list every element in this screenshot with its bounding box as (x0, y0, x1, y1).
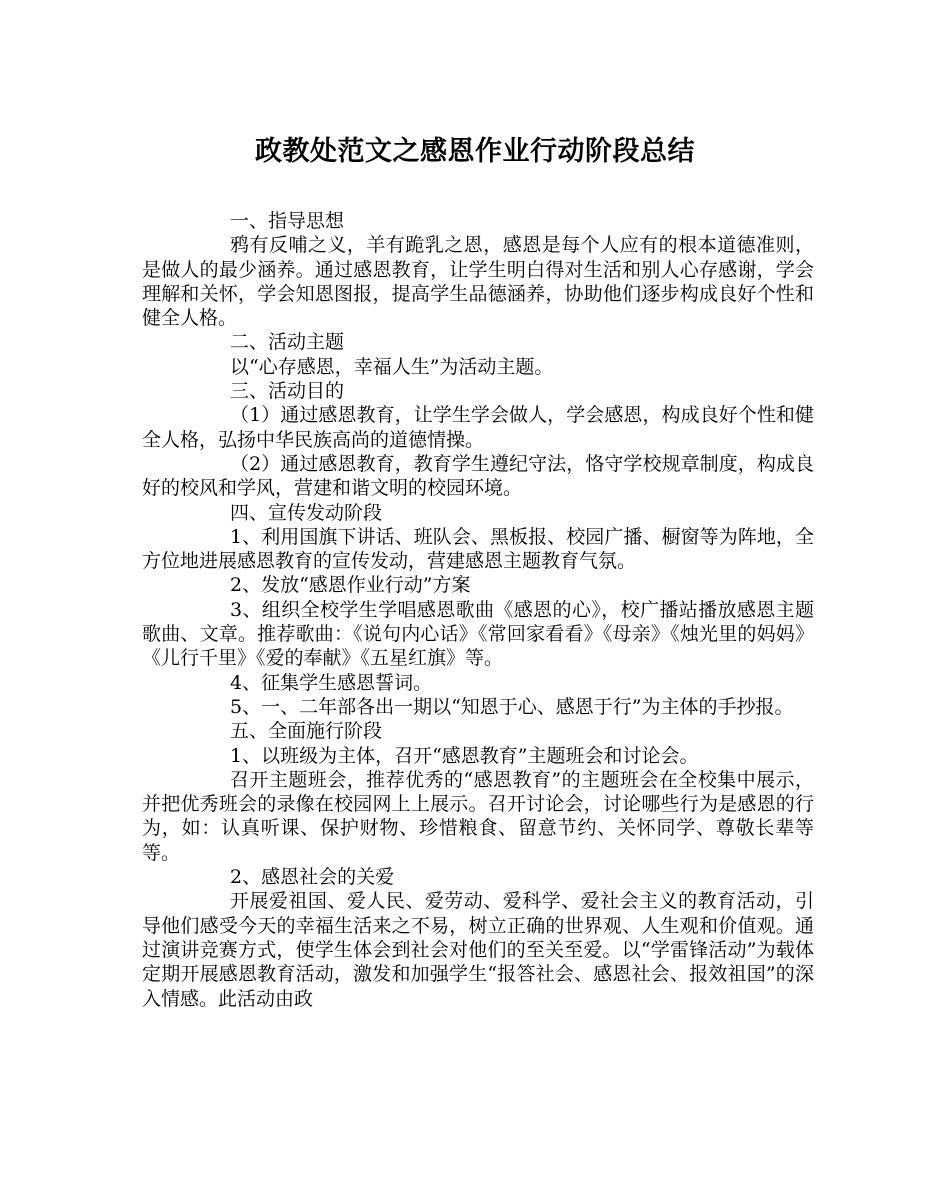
paragraph-purpose-1: （1）通过感恩教育，让学生学会做人，学会感恩，构成良好个性和健全人格，弘扬中华民族高尚的道德情操。 (142, 404, 814, 451)
heading-publicity-stage: 四、宣传发动阶段 (230, 501, 383, 524)
paragraph-implementation-1-detail: 召开主题班会，推荐优秀的“感恩教育”的主题班会在全校集中展示，并把优秀班会的录像在校园网上上展示。召开讨论会，讨论哪些行为是感恩的行为，如：认真听课、保护财物、珍惜粮食、留意节约、关怀同学、尊敬长辈等等。 (142, 768, 814, 864)
paragraph-publicity-5: 5、一、二年部各出一期以“知恩于心、感恩于行”为主体的手抄报。 (230, 695, 794, 718)
heading-activity-purpose: 三、活动目的 (230, 380, 345, 403)
heading-implementation-stage: 五、全面施行阶段 (230, 720, 383, 743)
paragraph-publicity-1: 1、利用国旗下讲话、班队会、黑板报、校园广播、橱窗等为阵地，全方位地进展感恩教育的宣传发动，营建感恩主题教育气氛。 (142, 525, 814, 573)
paragraph-implementation-2: 2、感恩社会的关爱 (230, 866, 395, 889)
paragraph-implementation-2-detail: 开展爱祖国、爱人民、爱劳动、爱科学、爱社会主义的教育活动，引导他们感受今天的幸福生活来之不易，树立正确的世界观、人生观和价值观。通过演讲竞赛方式，使学生体会到社会对他们的至关至爱。以“学雷锋活动”为载体定期开展感恩教育活动，激发和加强学生“报答社会、感恩社会、报效祖国”的深入情感。此活动由政 (142, 890, 814, 1010)
paragraph-purpose-2: （2）通过感恩教育，教育学生遵纪守法，恪守学校规章制度，构成良好的校风和学风，营建和谐文明的校园环境。 (142, 452, 814, 500)
document-body (142, 209, 814, 1011)
heading-activity-theme: 二、活动主题 (230, 331, 345, 354)
paragraph-implementation-1: 1、以班级为主体，召开“感恩教育”主题班会和讨论会。 (230, 744, 699, 767)
document-title: 政教处范文之感恩作业行动阶段总结 (255, 136, 695, 167)
paragraph-guiding-ideology: 鸦有反哺之义，羊有跪乳之恩，感恩是每个人应有的根本道德准则，是做人的最少涵养。通过感恩教育，让学生明白得对生活和别人心存感谢，学会理解和关怀，学会知恩图报，提高学生品德涵养，协助他们逐步构成良好个性和健全人格。 (142, 234, 814, 330)
paragraph-publicity-2: 2、发放“感恩作业行动”方案 (230, 574, 471, 597)
paragraph-publicity-4: 4、征集学生感恩誓词。 (230, 671, 433, 694)
heading-guiding-ideology: 一、指导思想 (230, 210, 345, 232)
paragraph-activity-theme: 以“心存感恩，幸福人生”为活动主题。 (230, 355, 554, 378)
paragraph-publicity-3: 3、组织全校学生学唱感恩歌曲《感恩的心》，校广播站播放感恩主题歌曲、文章。推荐歌曲：《说句内心话》《常回家看看》《母亲》《烛光里的妈妈》《儿行千里》《爱的奉献》《五星红旗》等。 (142, 598, 814, 670)
